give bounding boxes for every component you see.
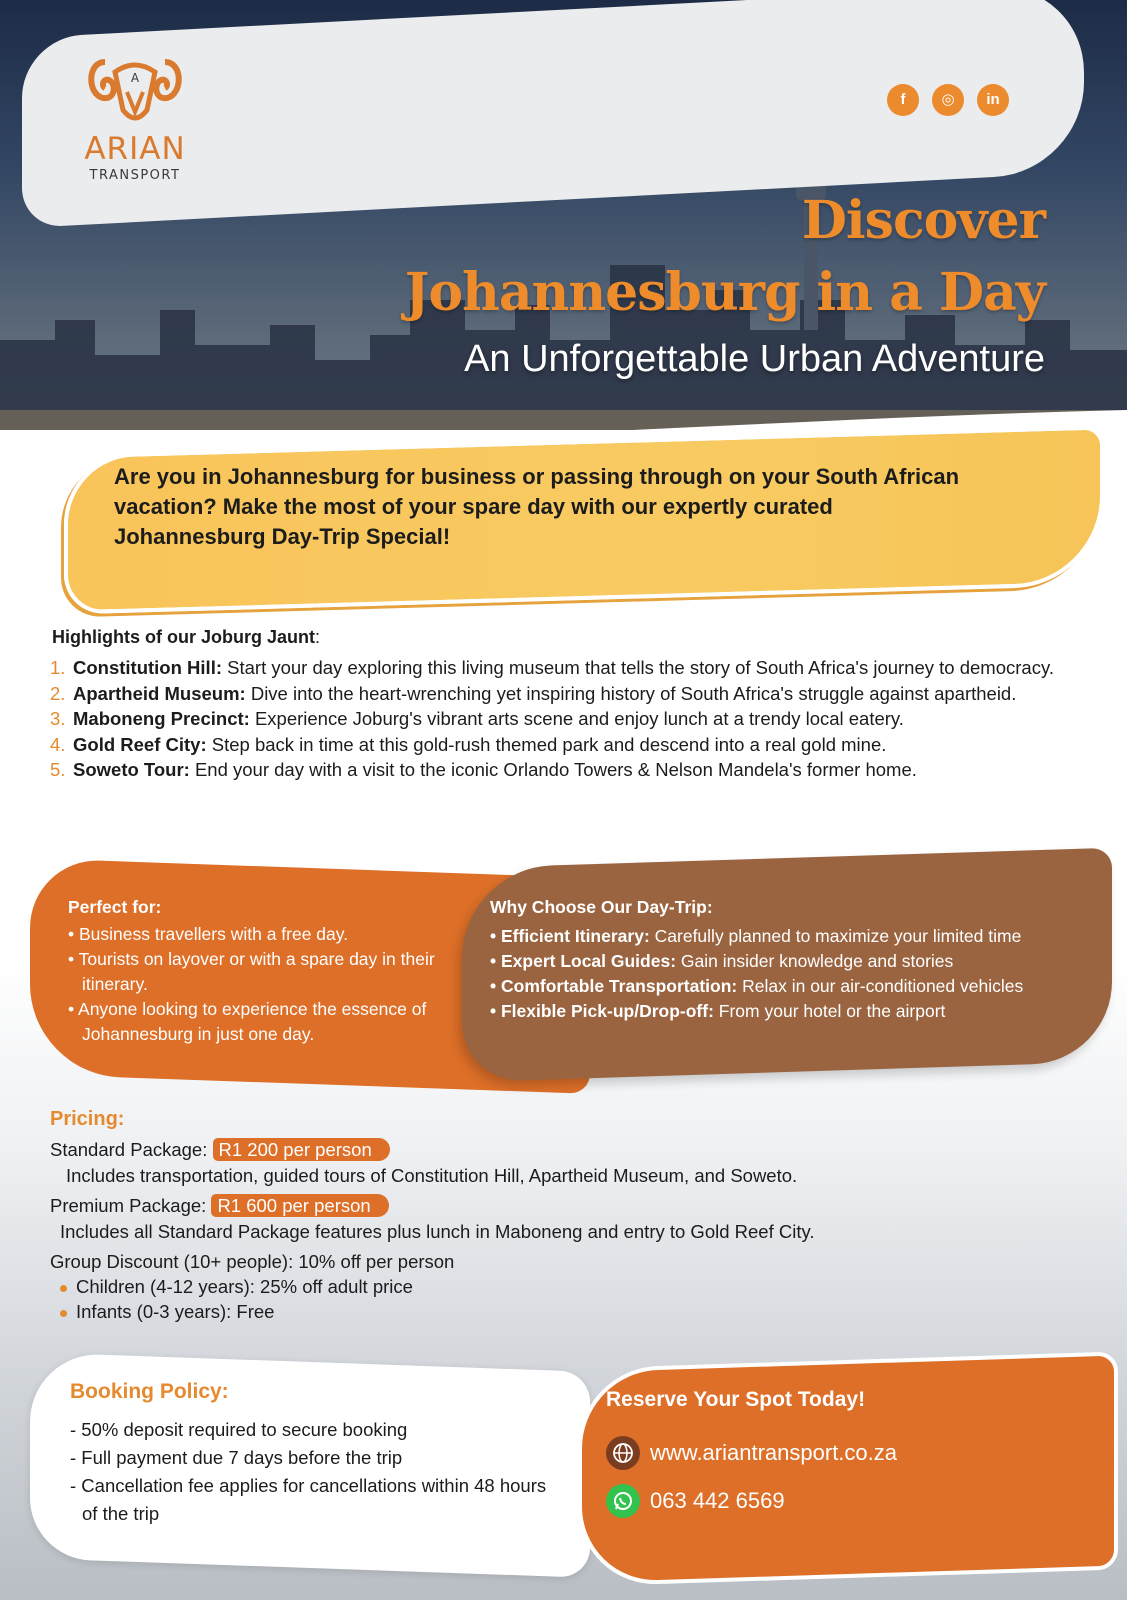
why-choose-text: Relax in our air-conditioned vehicles — [737, 976, 1024, 996]
highlight-name: Constitution Hill: — [73, 657, 222, 678]
group-discount-label: Group Discount (10+ people): — [50, 1251, 294, 1272]
reserve-section — [606, 1388, 1086, 1532]
highlight-number: 4. — [50, 733, 66, 755]
highlight-item — [50, 681, 1090, 707]
highlight-text: Step back in time at this gold-rush themed park and descend into a real gold mine. — [206, 733, 887, 755]
highlight-item — [50, 732, 1090, 758]
linkedin-icon[interactable]: in — [977, 84, 1009, 116]
pricing-heading: Pricing: — [50, 1108, 125, 1130]
premium-package-price: R1 600 per person — [211, 1194, 388, 1217]
premium-package-desc: Includes all Standard Package features plus lunch in Maboneng and entry to Gold Reef City. — [60, 1221, 815, 1242]
whatsapp-icon — [606, 1484, 640, 1518]
highlight-text: Start your day exploring this living museum that tells the story of South Africa's journey to democracy. — [222, 657, 1054, 678]
globe-icon — [606, 1436, 640, 1470]
why-choose-section — [490, 895, 1100, 1024]
booking-policy-section — [70, 1380, 550, 1528]
page-subtitle: An Unforgettable Urban Adventure — [464, 338, 1045, 380]
facebook-icon[interactable]: f — [887, 84, 919, 116]
why-choose-item — [490, 999, 1100, 1024]
page-title-line1: Discover — [801, 190, 1045, 251]
why-choose-list — [490, 924, 1100, 1024]
why-choose-text: Carefully planned to maximize your limited time — [649, 926, 1022, 946]
booking-policy-list — [70, 1416, 550, 1528]
highlight-name: Apartheid Museum: — [73, 682, 246, 704]
highlights-heading: Highlights of our Joburg Jaunt: — [52, 627, 320, 647]
why-choose-name: • Efficient Itinerary: — [490, 926, 650, 946]
why-choose-item — [490, 974, 1100, 999]
why-choose-item — [490, 949, 1100, 974]
discount-item: Infants (0-3 years): Free — [60, 1299, 1050, 1324]
discount-list — [50, 1274, 1050, 1324]
group-discount-line — [50, 1249, 1050, 1274]
standard-package-price: R1 200 per person — [213, 1138, 390, 1161]
why-choose-heading: Why Choose Our Day-Trip: — [490, 897, 713, 917]
why-choose-text: From your hotel or the airport — [713, 1001, 946, 1021]
brand-logo[interactable] — [70, 52, 200, 202]
perfect-for-item: • Business travellers with a free day. — [68, 924, 349, 944]
reserve-heading: Reserve Your Spot Today! — [606, 1388, 866, 1411]
why-choose-name: • Comfortable Transportation: — [490, 976, 738, 996]
pricing-section — [50, 1108, 1050, 1324]
booking-policy-item: - Full payment due 7 days before the trip — [70, 1447, 403, 1468]
why-choose-name: • Flexible Pick-up/Drop-off: — [490, 1001, 714, 1021]
highlight-item — [50, 757, 1090, 783]
highlight-name: Soweto Tour: — [73, 759, 190, 780]
highlight-number: 3. — [50, 708, 66, 729]
website-link[interactable]: www.ariantransport.co.za — [650, 1440, 897, 1465]
highlight-text: Dive into the heart-wrenching yet inspiring history of South Africa's struggle against apartheid. — [245, 682, 1017, 704]
premium-package-label: Premium Package: — [50, 1195, 207, 1216]
booking-policy-item: - 50% deposit required to secure booking — [70, 1419, 408, 1440]
highlights-list — [50, 655, 1090, 783]
perfect-for-section — [68, 895, 458, 1047]
highlight-number: 1. — [50, 657, 66, 678]
discount-item: Children (4-12 years): 25% off adult price — [60, 1274, 1050, 1299]
standard-package-desc: Includes transportation, guided tours of Constitution Hill, Apartheid Museum, and Soweto. — [66, 1165, 798, 1186]
brand-name: ARIAN — [84, 131, 186, 167]
perfect-for-item: • Tourists on layover or with a spare day in their itinerary. — [68, 949, 435, 994]
highlight-text: End your day with a visit to the iconic Orlando Towers & Nelson Mandela's former home. — [189, 759, 917, 780]
premium-package-line — [50, 1193, 1050, 1218]
highlights-heading-text: Highlights of our Joburg Jaunt — [52, 627, 315, 647]
standard-package-label: Standard Package: — [50, 1139, 208, 1160]
svg-text:A: A — [130, 71, 140, 85]
perfect-for-heading: Perfect for: — [68, 897, 162, 917]
phone-number[interactable]: 063 442 6569 — [650, 1488, 785, 1513]
highlight-name: Gold Reef City: — [73, 733, 207, 755]
phone-contact[interactable] — [606, 1484, 1086, 1518]
instagram-icon[interactable]: ◎ — [932, 84, 964, 116]
why-choose-text: Gain insider knowledge and stories — [676, 951, 954, 971]
highlight-name: Maboneng Precinct: — [73, 708, 250, 729]
ram-logo-icon — [85, 52, 185, 130]
highlight-text: Experience Joburg's vibrant arts scene and enjoy lunch at a trendy local eatery. — [249, 708, 904, 729]
group-discount-value: 10% off per person — [293, 1251, 455, 1272]
why-choose-name: • Expert Local Guides: — [490, 951, 677, 971]
intro-text: Are you in Johannesburg for business or passing through on your South African vacation? Make the most of your spare day with our expertly curated Johannesburg Day-Trip Special! — [114, 464, 960, 549]
highlight-number: 5. — [50, 759, 66, 780]
perfect-for-list — [68, 922, 458, 1047]
booking-policy-item: - Cancellation fee applies for cancellations within 48 hours of the trip — [70, 1475, 547, 1524]
brand-subtitle: TRANSPORT — [89, 168, 181, 183]
highlight-item — [50, 706, 1090, 732]
highlight-item — [50, 655, 1090, 681]
standard-package-line — [50, 1137, 1050, 1162]
page-title-line2: Johannesburg in a Day — [404, 262, 1045, 323]
booking-policy-heading: Booking Policy: — [70, 1380, 229, 1403]
highlight-number: 2. — [50, 682, 66, 704]
perfect-for-item: • Anyone looking to experience the essence of Johannesburg in just one day. — [68, 999, 427, 1044]
website-contact[interactable] — [606, 1436, 1086, 1470]
why-choose-item — [490, 924, 1100, 949]
